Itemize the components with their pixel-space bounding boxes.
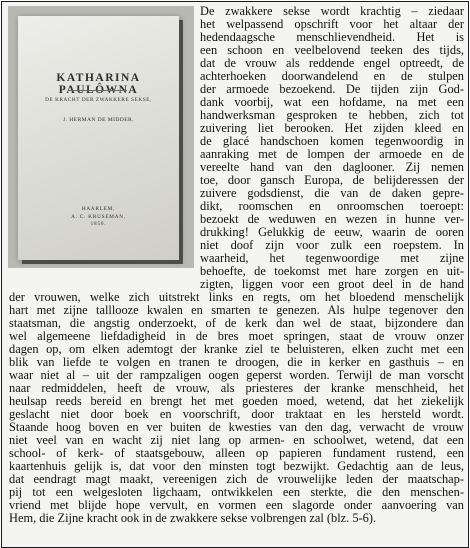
text-line: Staande hoog boven en ver buiten de kwesties van den dag, verwacht de vrouw <box>9 420 464 434</box>
text-line: hedendaagsche menschlievendheid. Het is <box>200 30 464 44</box>
text-line: hart met zijne talllooze kwalen en smarten te genezen. Als hulpe tegenover den <box>9 303 464 317</box>
text-line: vereelte hand van den daglooner. Zij nemen <box>200 160 464 174</box>
book-subtitle: DE KRACHT DER ZWAKKERE SEKSE, <box>45 97 152 103</box>
text-line: een schoon en veelbelovend teeken des tijds, <box>200 43 464 57</box>
text-line: toe, door gansch Europa, de belijderessen der <box>200 173 464 187</box>
text-line: bezoekt de weduwen en wezen in hunne ver- <box>200 212 464 226</box>
text-line: zuivering liet berooken. Het zijden kleed en <box>200 121 464 135</box>
publisher-line: 1856. <box>90 221 107 227</box>
text-line: naar redmiddelen, heeft de vrouw, als priesteres der kranke menschheid, het <box>9 381 464 395</box>
book-cover-photo <box>8 6 194 268</box>
text-line: dat eendragt magt maakt, vereenigen zich de vrouwelijke leden der maatschap- <box>9 472 464 486</box>
title-page <box>18 16 179 260</box>
book-publisher <box>18 206 179 229</box>
text-line: het welpassend opschrift voor het altaar der <box>200 17 464 31</box>
text-line: dagen op, om elken ademtogt der kranke ziel te beluisteren, elken zucht met een <box>9 342 464 356</box>
text-line: waarheid, het tegenwoordige met zijne <box>200 251 464 265</box>
text-line: dank voorbij, wat een hofdame, na met een <box>200 95 464 109</box>
text-line: dat de vrouw als reddende engel optreedt, de <box>200 56 464 70</box>
text-line: dikt, roomschen en onroomschen toeroept: <box>200 199 464 213</box>
text-line: vriend met blijde hope vervult, en vormen een slagorde onder aanvoering van <box>9 498 464 512</box>
text-line: waar niet al – uit der rampzaligen oogen geperst worden. Terwijl de man vorscht <box>9 368 464 382</box>
text-line: behoefte, de toekomst met hare zorgen en uit- <box>200 264 464 278</box>
text-line: niet doof zijn voor zulk een roepstem. In <box>200 238 464 252</box>
book-title: KATHARINA PAULÔWNA <box>56 72 141 96</box>
text-line: blik van liefde te volgen en tranen te droogen, die in kerker en gasthuis – en <box>9 355 464 369</box>
text-line: kaartenhuis gelijk is, dat voor den minsten togt bezwijkt. Gedachtig aan de leus, <box>9 459 464 473</box>
text-line: wel algemeene liefdadigheid in de bres moet springen, staat de vrouw onzer <box>9 329 464 343</box>
text-line: school- of kerk- of staatsgebouw, alleen op papieren fundament rustend, een <box>9 446 464 460</box>
text-line: de glacé handschoen komen tegenwoordig in <box>200 134 464 148</box>
text-line: niet veel van en wacht zij niet lang op armen- en schoolwet, wetend, dat een <box>9 433 464 447</box>
book-author: J. HERMAN DE MIDDER. <box>63 117 134 123</box>
text-line: der vrouwen, welke zich uitstrekt links en regts, om het bloedend menschelijk <box>9 290 464 304</box>
text-line: staatsman, die angstig onderzoekt, of de kerk dan wel de staat, bijzondere dan <box>9 316 464 330</box>
text-line: drukking! Gelukkig de eeuw, waarin de ooren <box>200 225 464 239</box>
text-line: zuivere godsdienst, die van de daken gepre- <box>200 186 464 200</box>
text-line: geslacht niet door boek en voorschrift, door traktaat en les hersteld wordt. <box>9 407 464 421</box>
text-line: De zwakkere sekse wordt krachtig – ziedaar <box>200 4 464 18</box>
text-line: handwerksman gesproken te hebben, zich tot <box>200 108 464 122</box>
text-line: der armoede bezoekend. De tijden zijn God- <box>200 82 464 96</box>
text-line: heulsap reeds bereid en brengt het met goeden moed, wetend, dat het ziekelijk <box>9 394 464 408</box>
publisher-line: A. C. KRUSEMAN. <box>71 213 126 220</box>
text-line: Hem, die Zijne kracht ook in de zwakkere sekse volbrengen zal (blz. 5-6). <box>9 511 377 525</box>
text-line: zigten, liggen voor een groot deel in de hand <box>200 277 464 291</box>
title-rule <box>70 90 127 91</box>
text-box <box>1 1 469 548</box>
text-line: achterhoeken doorwandelend en de stulpen <box>200 69 464 83</box>
publisher-line: HAARLEM, <box>81 206 116 212</box>
text-line: aanraking met de lompen der armoede en de <box>200 147 464 161</box>
text-line: pij tot een welgesloten ligchaam, ontwikkelen een sterkte, die den menschen- <box>9 485 464 499</box>
